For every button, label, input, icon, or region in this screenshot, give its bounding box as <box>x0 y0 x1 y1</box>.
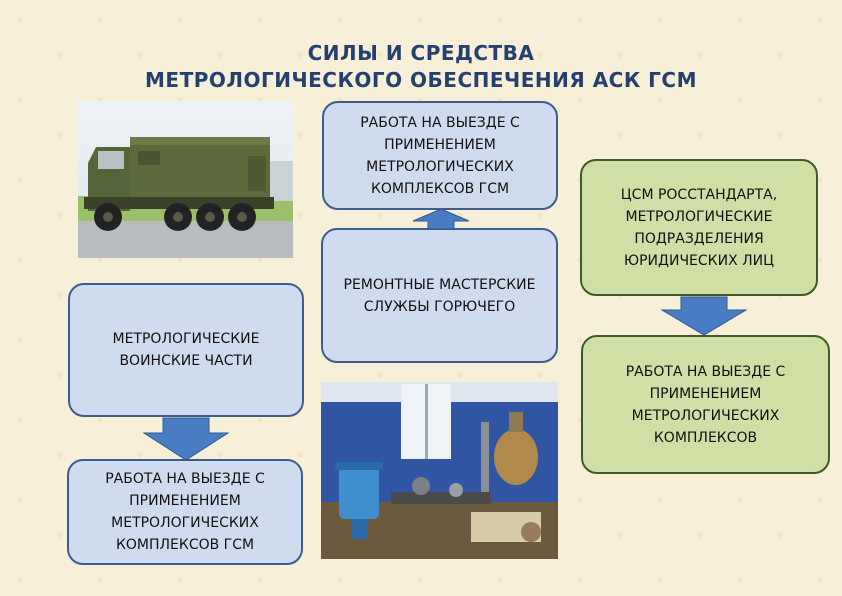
arrow-down-right <box>661 296 747 336</box>
title-line-1: СИЛЫ И СРЕДСТВА <box>307 41 535 65</box>
box-csm-text: ЦСМ РОССТАНДАРТА, МЕТРОЛОГИЧЕСКИЕ ПОДРАЗДЕЛЕНИЯ ЮРИДИЧЕСКИХ ЛИЦ <box>620 186 778 269</box>
box-csm <box>580 159 818 296</box>
box-military-units-text: МЕТРОЛОГИЧЕСКИЕ ВОИНСКИЕ ЧАСТИ <box>112 331 260 369</box>
box-field-work-right-text: РАБОТА НА ВЫЕЗДЕ С ПРИМЕНЕНИЕМ МЕТРОЛОГИЧЕСКИХ КОМПЛЕКСОВ <box>625 363 786 446</box>
title-line-2: МЕТРОЛОГИЧЕСКОГО ОБЕСПЕЧЕНИЯ АСК ГСМ <box>145 68 697 92</box>
truck-illustration <box>78 101 293 258</box>
workshop-photo <box>321 382 558 559</box>
page-title <box>0 40 842 94</box>
box-field-work-top-text: РАБОТА НА ВЫЕЗДЕ С ПРИМЕНЕНИЕМ МЕТРОЛОГИЧЕСКИХ КОМПЛЕКСОВ ГСМ <box>360 114 520 197</box>
box-field-work-top <box>322 101 558 210</box>
box-field-work-left-text: РАБОТА НА ВЫЕЗДЕ С ПРИМЕНЕНИЕМ МЕТРОЛОГИЧЕСКИХ КОМПЛЕКСОВ ГСМ <box>105 471 265 553</box>
truck-photo <box>78 101 293 258</box>
arrow-up-center <box>412 208 470 230</box>
box-military-units <box>68 283 304 417</box>
box-repair-shops-text: РЕМОНТНЫЕ МАСТЕРСКИЕ СЛУЖБЫ ГОРЮЧЕГО <box>343 276 536 315</box>
arrow-down-left <box>143 417 229 461</box>
box-repair-shops <box>321 228 558 363</box>
box-field-work-left <box>67 459 303 565</box>
workshop-illustration <box>321 382 558 559</box>
box-field-work-right <box>581 335 830 474</box>
